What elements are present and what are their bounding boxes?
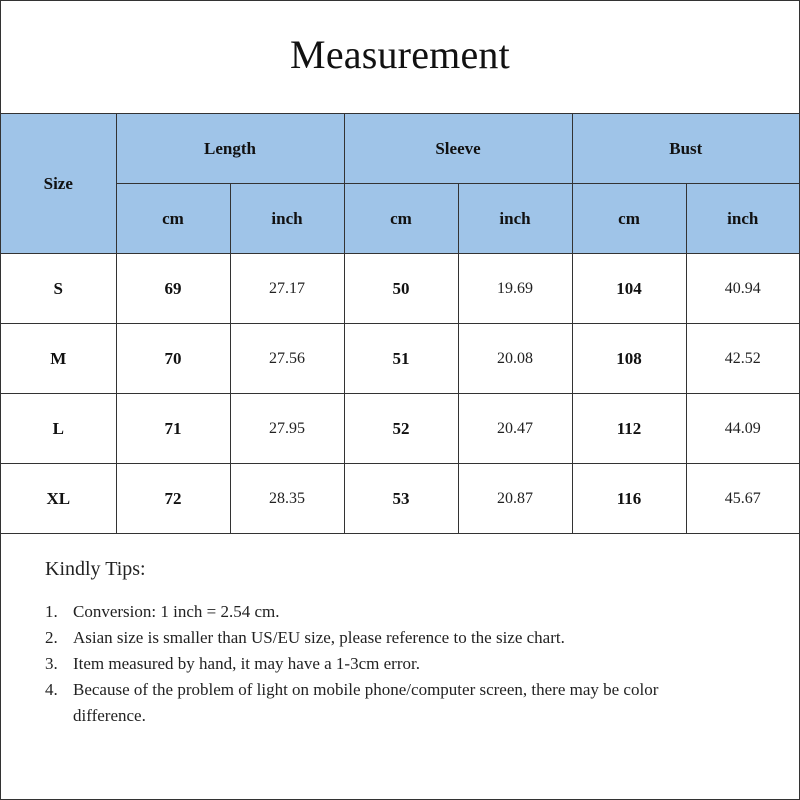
sleeve-inch-cell: 20.47	[458, 394, 572, 464]
size-cell: S	[1, 254, 116, 324]
bust-inch-cell: 44.09	[686, 394, 799, 464]
tip-text: Item measured by hand, it may have a 1-3cm error.	[73, 654, 420, 673]
tip-text: Because of the problem of light on mobile phone/computer screen, there may be color difference.	[73, 680, 659, 725]
unit-header: inch	[458, 184, 572, 254]
bust-inch-cell: 42.52	[686, 324, 799, 394]
sleeve-cm-cell: 51	[344, 324, 458, 394]
tips-section	[1, 534, 799, 729]
sleeve-inch-cell: 20.87	[458, 464, 572, 534]
tip-text: Conversion: 1 inch = 2.54 cm.	[73, 602, 280, 621]
group-header-sleeve: Sleeve	[344, 114, 572, 184]
size-cell: M	[1, 324, 116, 394]
length-cm-cell: 70	[116, 324, 230, 394]
list-item	[45, 651, 799, 677]
list-item	[45, 625, 799, 651]
length-cm-cell: 71	[116, 394, 230, 464]
tips-heading: Kindly Tips:	[45, 558, 146, 580]
size-header: Size	[1, 114, 116, 254]
title-area	[1, 1, 799, 114]
unit-header: cm	[344, 184, 458, 254]
sleeve-inch-cell: 19.69	[458, 254, 572, 324]
unit-header: cm	[572, 184, 686, 254]
bust-cm-cell: 112	[572, 394, 686, 464]
bust-cm-cell: 104	[572, 254, 686, 324]
bust-cm-cell: 116	[572, 464, 686, 534]
unit-header: inch	[686, 184, 799, 254]
page-title: Measurement	[290, 31, 510, 77]
group-header-length: Length	[116, 114, 344, 184]
table-row	[1, 394, 799, 464]
bust-inch-cell: 45.67	[686, 464, 799, 534]
list-item	[45, 599, 799, 625]
length-cm-cell: 72	[116, 464, 230, 534]
list-item	[45, 677, 799, 729]
sleeve-inch-cell: 20.08	[458, 324, 572, 394]
table-header-row	[1, 114, 799, 184]
table-row	[1, 464, 799, 534]
sleeve-cm-cell: 50	[344, 254, 458, 324]
table-row	[1, 324, 799, 394]
bust-inch-cell: 40.94	[686, 254, 799, 324]
size-cell: L	[1, 394, 116, 464]
unit-header: inch	[230, 184, 344, 254]
tip-number: 3.	[45, 654, 58, 673]
unit-header: cm	[116, 184, 230, 254]
tip-number: 4.	[45, 680, 58, 699]
table-row	[1, 254, 799, 324]
length-inch-cell: 27.95	[230, 394, 344, 464]
group-header-bust: Bust	[572, 114, 799, 184]
bust-cm-cell: 108	[572, 324, 686, 394]
tip-number: 2.	[45, 628, 58, 647]
tip-text: Asian size is smaller than US/EU size, please reference to the size chart.	[73, 628, 565, 647]
length-inch-cell: 27.56	[230, 324, 344, 394]
tip-number: 1.	[45, 602, 58, 621]
length-inch-cell: 27.17	[230, 254, 344, 324]
sleeve-cm-cell: 53	[344, 464, 458, 534]
sleeve-cm-cell: 52	[344, 394, 458, 464]
length-cm-cell: 69	[116, 254, 230, 324]
size-table	[1, 114, 799, 534]
table-unit-row	[1, 184, 799, 254]
size-cell: XL	[1, 464, 116, 534]
tips-list	[45, 599, 799, 729]
length-inch-cell: 28.35	[230, 464, 344, 534]
